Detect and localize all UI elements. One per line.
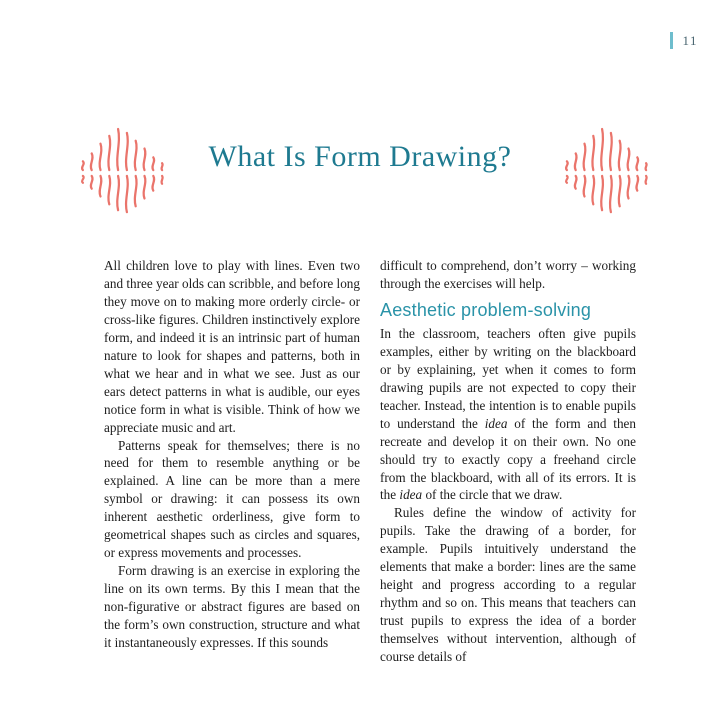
- page-number-accent-bar: [670, 32, 673, 49]
- paragraph: [380, 325, 636, 505]
- section-heading: Aesthetic problem-solving: [380, 299, 592, 320]
- page-number: 11: [682, 32, 698, 48]
- paragraph: All children love to play with lines. Even two and three year olds can scribble, and before long they move on to making more orderly circle- or cross-like figures. Children instinctively explore form, and indeed it is an intrinsic part of human nature to look for shapes and patterns, both in what we hear and in what we see. Just as our ears detect patterns in what is audible, our eyes notice form in what is visible. Think of how we appreciate music and art.: [104, 258, 360, 435]
- paragraph: Patterns speak for themselves; there is no need for them to resemble anything or be explained. A line can be more than a mere symbol or drawing: it can possess its own inherent aesthetic orderliness, give form to geometrical shapes such as circles and squares, or express movements and processes.: [104, 437, 360, 561]
- paragraph-segment: of the form and then recreate and develop it on their own. No one should try to exactly copy a freehand circle from the blackboard, with all of its errors. It is the: [380, 415, 636, 503]
- italic-word: idea: [399, 487, 423, 503]
- paragraph-segment: of the circle that we draw.: [422, 487, 563, 503]
- italic-word: idea: [484, 415, 508, 431]
- paragraph: Rules define the window of activity for pupils. Take the drawing of a border, for example. Pupils intuitively understand the elements that make a border: lines are the same height and progress according to a regular rhythm and so on. This means that teachers can trust pupils to express the idea of a border themselves without intervention, although of course details of: [380, 505, 636, 665]
- page-number-block: [670, 32, 698, 49]
- body-text-columns: [104, 257, 636, 666]
- paragraph-segment: In the classroom, teachers often give pupils examples, either by writing on the blackboard or by explaining, yet when it comes to form drawing pupils are not expected to copy their teacher. Instead, the intention is to enable pupils to understand the: [380, 325, 636, 431]
- right-column: [380, 257, 636, 666]
- paragraph: Form drawing is an exercise in exploring the line on its own terms. By this I mean that the non-figurative or abstract figures are based on the form’s own construction, structure and what it instantaneously expresses. If this sounds: [104, 563, 360, 651]
- chapter-title: What Is Form Drawing?: [208, 140, 512, 173]
- left-column: [104, 257, 360, 666]
- waveform-ornament-right-icon: [562, 127, 650, 220]
- paragraph: difficult to comprehend, don’t worry – working through the exercises will help.: [380, 258, 636, 291]
